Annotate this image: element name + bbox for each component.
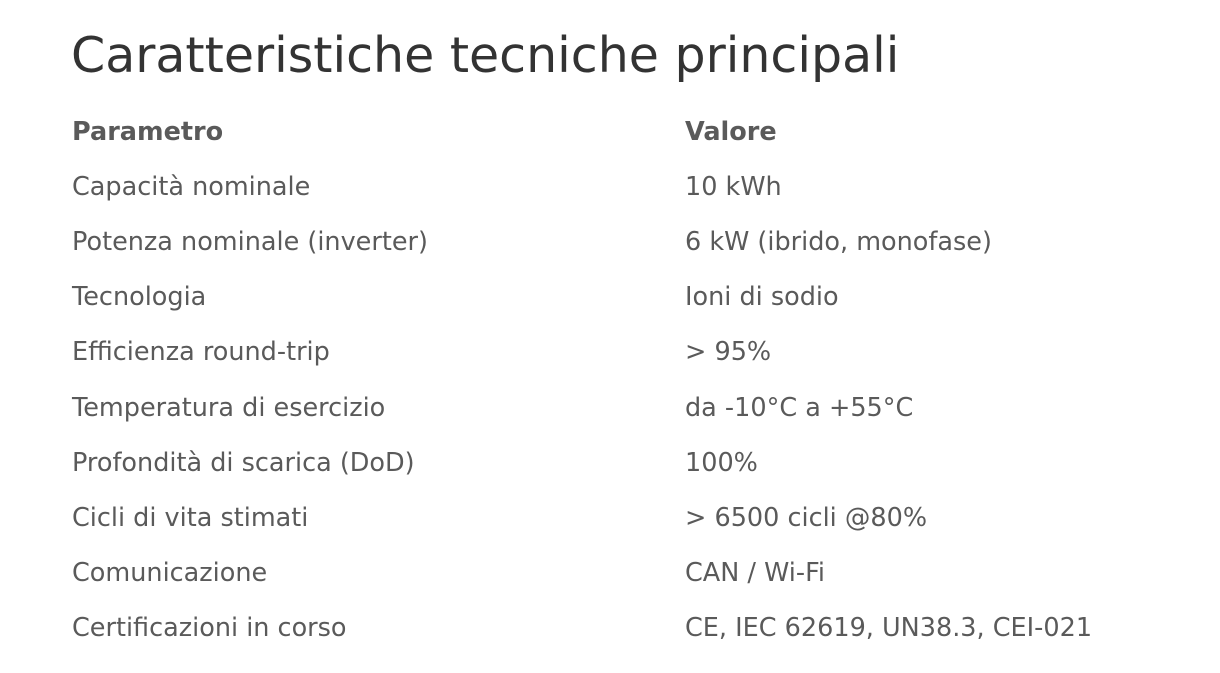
- parameter-cell: Capacità nominale: [72, 171, 311, 202]
- parameter-cell: Cicli di vita stimati: [72, 502, 309, 533]
- table-row: [72, 490, 1172, 545]
- value-cell: > 6500 cicli @80%: [685, 502, 928, 533]
- page-title: Caratteristiche tecniche principali: [71, 27, 900, 84]
- table-row: [72, 380, 1172, 435]
- value-cell: da -10°C a +55°C: [685, 392, 914, 423]
- column-header-value: Valore: [685, 116, 777, 147]
- table-row: [72, 214, 1172, 269]
- parameter-cell: Potenza nominale (inverter): [72, 226, 428, 257]
- table-row: [72, 546, 1172, 601]
- table-row: [72, 601, 1172, 656]
- parameter-cell: Certificazioni in corso: [72, 613, 347, 644]
- column-header-parameter: Parametro: [72, 116, 224, 147]
- value-cell: > 95%: [685, 337, 772, 368]
- parameter-cell: Tecnologia: [72, 282, 207, 313]
- table-row: [72, 159, 1172, 214]
- parameter-cell: Efficienza round-trip: [72, 337, 330, 368]
- table-row: [72, 270, 1172, 325]
- value-cell: 10 kWh: [685, 171, 782, 202]
- parameter-cell: Profondità di scarica (DoD): [72, 447, 415, 478]
- parameter-cell: Comunicazione: [72, 558, 268, 589]
- value-cell: 6 kW (ibrido, monofase): [685, 226, 992, 257]
- table-header-row: [72, 104, 1172, 159]
- table-row: [72, 325, 1172, 380]
- parameter-cell: Temperatura di esercizio: [72, 392, 386, 423]
- value-cell: CE, IEC 62619, UN38.3, CEI-021: [685, 613, 1093, 644]
- table-row: [72, 435, 1172, 490]
- value-cell: CAN / Wi-Fi: [685, 558, 825, 589]
- value-cell: 100%: [685, 447, 758, 478]
- specifications-table: [72, 104, 1172, 656]
- value-cell: Ioni di sodio: [685, 282, 839, 313]
